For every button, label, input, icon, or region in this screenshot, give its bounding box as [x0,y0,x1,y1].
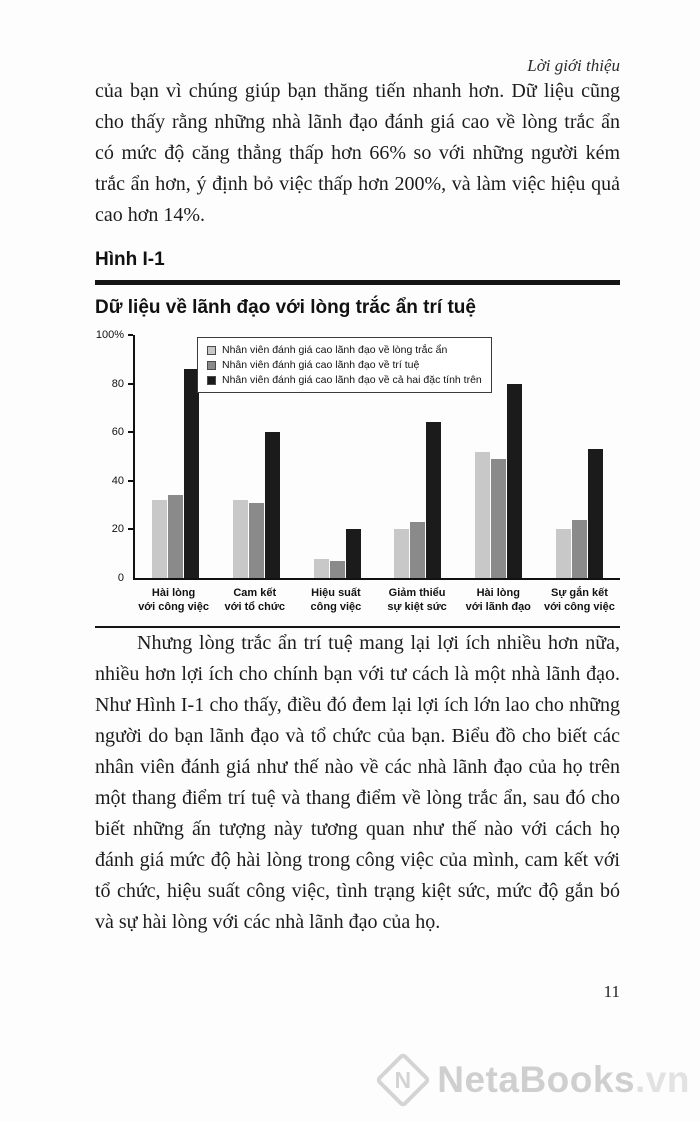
y-tick-label: 20 [111,523,124,536]
y-tick-label: 40 [111,474,124,487]
bar [168,495,183,578]
legend-label: Nhân viên đánh giá cao lãnh đạo về cả hai đặc tính trên [222,374,482,386]
y-tick-label: 60 [111,426,124,439]
legend-label: Nhân viên đánh giá cao lãnh đạo về trí tuệ [222,359,420,371]
category-label [377,587,458,614]
watermark-suffix: .vn [635,1059,690,1100]
bar [572,520,587,578]
legend-item [207,344,482,356]
bar [346,529,361,578]
plot-area [133,335,620,580]
plot-wrap [133,335,620,614]
category-label-line: Hài lòng [151,587,196,599]
watermark-logo-icon [375,1052,432,1109]
bar [475,452,490,578]
bar [588,449,603,578]
watermark-logo-letter: N [394,1066,412,1093]
chart-title: Dữ liệu về lãnh đạo với lòng trắc ẩn trí tuệ [95,297,476,318]
category-label [458,587,539,614]
category-label-line: với công việc [138,600,209,613]
bar [426,422,441,578]
watermark-brand: NetaBooks [437,1059,636,1100]
category-label [133,587,214,614]
bar-group [216,432,297,578]
category-label-line: với tổ chức [224,600,285,613]
y-tick-label: 80 [111,377,124,390]
bar-group [458,384,539,578]
running-header: Lời giới thiệu [527,56,620,75]
bar [394,529,409,578]
category-label-line: Sự gắn kết [551,587,608,599]
body-paragraph: Nhưng lòng trắc ẩn trí tuệ mang lại lợi ích nhiều hơn nữa, nhiều hơn lợi ích cho chính bạn với tư cách là một nhà lãnh đạo. Như Hình I-1 cho thấy, điều đó đem lại lợi ích lớn lao cho những người do bạn lãnh đạo và tổ chức của bạn. Biểu đồ cho biết các nhân viên đánh giá như thế nào về các nhà lãnh đạo của họ trên một thang điểm trí tuệ và thang điểm về lòng trắc ẩn, sau đó cho biết những ấn tượng này tương quan như thế nào với cách họ đánh giá mức độ hài lòng trong công việc của mình, cam kết với tổ chức, hiệu suất công việc, tình trạng kiệt sức, mức độ gắn bó và sự hài lòng với các nhà lãnh đạo của họ. [95,632,620,933]
y-axis [95,329,133,584]
bar-chart [95,329,620,614]
bar-group [297,529,378,578]
legend-swatch-icon [207,361,216,370]
bar [491,459,506,578]
figure-top-rule [95,280,620,285]
y-tick-label: 100% [95,329,124,341]
bar [314,559,329,578]
page-number: 11 [603,982,620,1001]
category-label-line: Hiệu suất [311,587,361,599]
figure [95,249,620,628]
legend-label: Nhân viên đánh giá cao lãnh đạo về lòng trắc ẩn [222,344,448,356]
intro-paragraph: của bạn vì chúng giúp bạn thăng tiến nhanh hơn. Dữ liệu cũng cho thấy rằng những nhà lãnh đạo đánh giá cao về lòng trắc ẩn có mức độ căng thẳng thấp hơn 66% so với những người kém trắc ẩn hơn, ý định bỏ việc thấp hơn 200%, và làm việc hiệu quả cao hơn 14%. [95,80,620,226]
category-label [295,587,376,614]
category-label [214,587,295,614]
bar [184,369,199,578]
category-label-line: Giảm thiểu [388,587,446,599]
category-label [539,587,620,614]
category-label-line: Hài lòng [476,587,520,599]
bar-group [539,449,620,578]
legend-swatch-icon [207,346,216,355]
y-tick-label: 0 [117,572,124,584]
x-axis-labels [133,587,620,614]
bar [507,384,522,578]
bar [152,500,167,578]
legend [197,337,492,393]
legend-item [207,374,482,386]
bar [556,529,571,578]
bar [410,522,425,578]
bar [265,432,280,578]
figure-label: Hình I-1 [95,249,165,270]
category-label-line: với lãnh đạo [465,600,531,613]
watermark-text [437,1059,690,1101]
category-label-line: Cam kết [233,587,277,599]
bar [233,500,248,578]
bar-group [377,422,458,578]
bar [330,561,345,578]
legend-swatch-icon [207,376,216,385]
category-label-line: sự kiệt sức [387,600,447,613]
category-label-line: với công việc [544,600,615,613]
legend-item [207,359,482,371]
watermark [383,1059,690,1101]
bar [249,503,264,578]
bar-group [135,369,216,578]
category-label-line: công việc [310,600,362,613]
